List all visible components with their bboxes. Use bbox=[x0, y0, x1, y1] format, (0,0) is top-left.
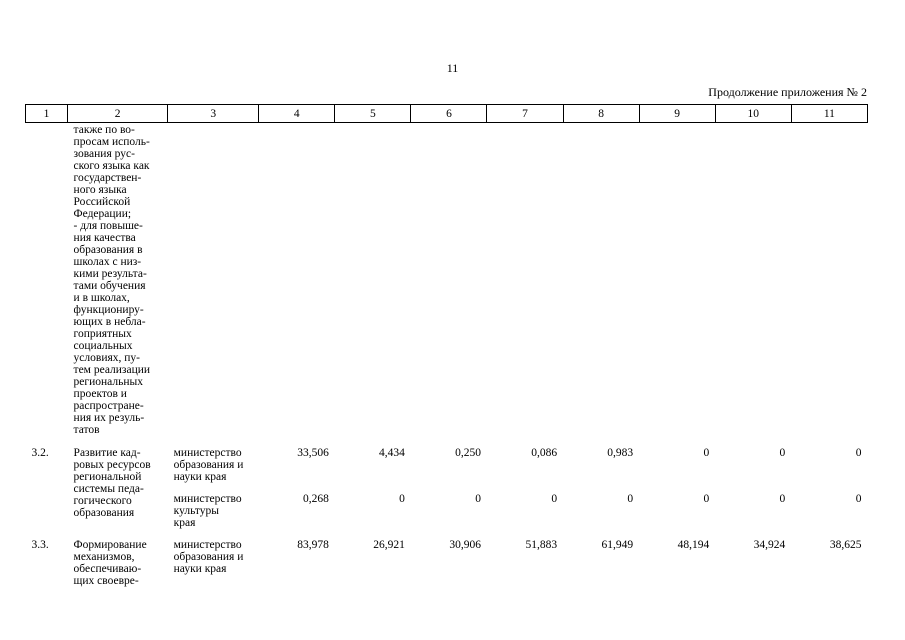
row-number: 3.2. bbox=[31, 447, 49, 459]
column-header: 6 bbox=[411, 105, 487, 123]
value-cell: 34,924 bbox=[753, 539, 786, 551]
row-number: 3.3. bbox=[31, 539, 49, 551]
value-cell: 26,921 bbox=[373, 539, 405, 551]
value-cell: 0,268 bbox=[302, 493, 329, 505]
measure-name: Формирование механизмов, обеспечиваю- щих своевре- bbox=[73, 539, 147, 587]
value-cell: 0 bbox=[627, 493, 634, 505]
value-cell: 51,883 bbox=[525, 539, 558, 551]
column-header: 9 bbox=[639, 105, 715, 123]
value-cell: 0 bbox=[779, 493, 786, 505]
table-row bbox=[26, 436, 868, 483]
column-header: 4 bbox=[259, 105, 335, 123]
page-number: 11 bbox=[446, 61, 459, 75]
continuation-title: Продолжение приложения № 2 bbox=[708, 85, 867, 99]
value-cell: 0 bbox=[703, 447, 710, 459]
column-header: 10 bbox=[715, 105, 791, 123]
table-row bbox=[26, 529, 868, 587]
value-cell: 0,250 bbox=[455, 447, 481, 459]
measure-name: Развитие кад- ровых ресурсов региональной системы педа- гогического образования bbox=[73, 447, 151, 519]
executor: министерство образования и науки края bbox=[173, 447, 244, 483]
column-header: 2 bbox=[68, 105, 168, 123]
value-cell: 48,194 bbox=[677, 539, 710, 551]
column-header: 3 bbox=[168, 105, 259, 123]
table-header-row bbox=[26, 105, 868, 123]
table-row bbox=[26, 123, 868, 437]
value-cell: 38,625 bbox=[829, 539, 862, 551]
value-cell: 0,086 bbox=[531, 447, 558, 459]
value-cell: 30,906 bbox=[449, 539, 481, 551]
value-cell: 0 bbox=[399, 493, 405, 505]
column-header: 5 bbox=[335, 105, 411, 123]
continued-text: также по во- просам исполь- зования рус- ского языка как государствен- ного языка Российской Федерации; - для повыше- ния качества образования в школах с низ- кими результа- тами обучения и в школах, функциониру- ющих в небла- гоприятных социальных условиях, пу- тем реализации региональных проектов и распростране- ния их резуль- татов bbox=[73, 124, 151, 436]
column-header: 8 bbox=[563, 105, 639, 123]
appendix-table bbox=[25, 104, 868, 587]
value-cell: 61,949 bbox=[601, 539, 634, 551]
executor: министерство культуры края bbox=[173, 493, 242, 529]
executor: министерство образования и науки края bbox=[173, 539, 244, 575]
value-cell: 0 bbox=[703, 493, 710, 505]
value-cell: 0 bbox=[855, 447, 862, 459]
value-cell: 4,434 bbox=[379, 447, 405, 459]
column-header: 1 bbox=[26, 105, 68, 123]
value-cell: 83,978 bbox=[297, 539, 329, 551]
column-header: 11 bbox=[791, 105, 867, 123]
column-header: 7 bbox=[487, 105, 563, 123]
value-cell: 0 bbox=[475, 493, 481, 505]
value-cell: 0 bbox=[779, 447, 786, 459]
value-cell: 0 bbox=[855, 493, 862, 505]
value-cell: 0 bbox=[551, 493, 558, 505]
value-cell: 33,506 bbox=[297, 447, 329, 459]
value-cell: 0,983 bbox=[607, 447, 634, 459]
